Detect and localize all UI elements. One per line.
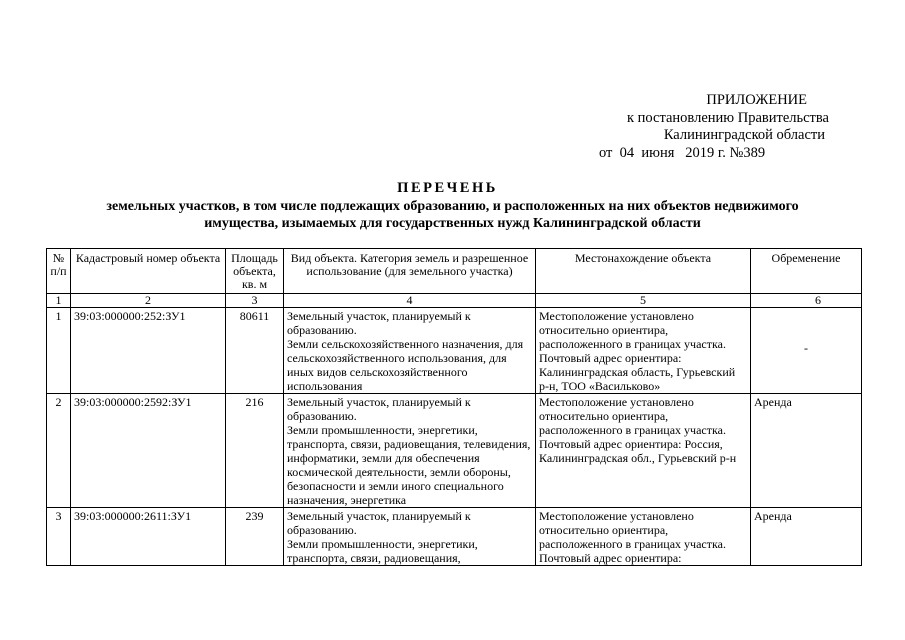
header-num: № п/п bbox=[47, 249, 71, 294]
cell-cadastral: 39:03:000000:252:ЗУ1 bbox=[71, 308, 226, 394]
cell-type: Земельный участок, планируемый к образованию. Земли промышленности, энергетики, транспорта, связи, радиовещания, телевидения, информатики, земли для обеспечения космической деятельности, земли обороны, безопасности и земли иного специального назначения, энергетика bbox=[284, 394, 536, 508]
appendix-date-number: от 04 июня 2019 г. №389 bbox=[599, 144, 766, 161]
header-encumbrance: Обременение bbox=[751, 249, 862, 294]
cell-num: 2 bbox=[47, 394, 71, 508]
cell-num: 1 bbox=[47, 308, 71, 394]
table-row bbox=[47, 308, 862, 394]
appendix-title: ПРИЛОЖЕНИЕ bbox=[706, 92, 807, 108]
document-title: ПЕРЕЧЕНЬ bbox=[397, 180, 498, 196]
header-cadastral: Кадастровый номер объекта bbox=[71, 249, 226, 294]
header-area: Площадь объекта, кв. м bbox=[226, 249, 284, 294]
cell-type: Земельный участок, планируемый к образованию. Земли сельскохозяйственного назначения, для сельскохозяйственного использования, для иных видов сельскохозяйственного использования bbox=[284, 308, 536, 394]
table-row bbox=[47, 394, 862, 508]
cell-encumbrance: Аренда bbox=[751, 394, 862, 508]
table-row bbox=[47, 508, 862, 566]
cell-location: Местоположение установлено относительно ориентира, расположенного в границах участка. Почтовый адрес ориентира: bbox=[536, 508, 751, 566]
cell-area: 239 bbox=[226, 508, 284, 566]
cell-cadastral: 39:03:000000:2592:ЗУ1 bbox=[71, 394, 226, 508]
document-subtitle-line1: земельных участков, в том числе подлежащих образованию, и расположенных на них объектов недвижимого bbox=[106, 199, 799, 214]
encumbrance-dash: - bbox=[804, 341, 808, 355]
cell-cadastral: 39:03:000000:2611:ЗУ1 bbox=[71, 508, 226, 566]
cell-encumbrance bbox=[751, 308, 862, 394]
column-numbers-row bbox=[47, 294, 862, 308]
cell-location: Местоположение установлено относительно ориентира, расположенного в границах участка. Почтовый адрес ориентира: Калининградская область, Гурьевский р-н, ТОО «Васильково» bbox=[536, 308, 751, 394]
cell-type: Земельный участок, планируемый к образованию. Земли промышленности, энергетики, транспорта, связи, радиовещания, bbox=[284, 508, 536, 566]
header-location: Местонахождение объекта bbox=[536, 249, 751, 294]
appendix-decree-ref: к постановлению Правительства bbox=[627, 109, 829, 126]
land-plots-table bbox=[46, 248, 862, 566]
cell-location: Местоположение установлено относительно ориентира, расположенного в границах участка. Почтовый адрес ориентира: Россия, Калининградская обл., Гурьевский р-н bbox=[536, 394, 751, 508]
col-number: 1 bbox=[47, 294, 71, 308]
appendix-region: Калининградской области bbox=[663, 127, 825, 143]
appendix-block bbox=[599, 92, 829, 162]
document-title-block bbox=[0, 180, 905, 232]
col-number: 3 bbox=[226, 294, 284, 308]
col-number: 4 bbox=[284, 294, 536, 308]
cell-num: 3 bbox=[47, 508, 71, 566]
table-header-row bbox=[47, 249, 862, 294]
header-type: Вид объекта. Категория земель и разрешенное использование (для земельного участка) bbox=[284, 249, 536, 294]
cell-area: 216 bbox=[226, 394, 284, 508]
col-number: 5 bbox=[536, 294, 751, 308]
cell-encumbrance: Аренда bbox=[751, 508, 862, 566]
col-number: 2 bbox=[71, 294, 226, 308]
cell-area: 80611 bbox=[226, 308, 284, 394]
document-subtitle-line2: имущества, изымаемых для государственных нужд Калининградской области bbox=[204, 215, 701, 231]
col-number: 6 bbox=[751, 294, 862, 308]
